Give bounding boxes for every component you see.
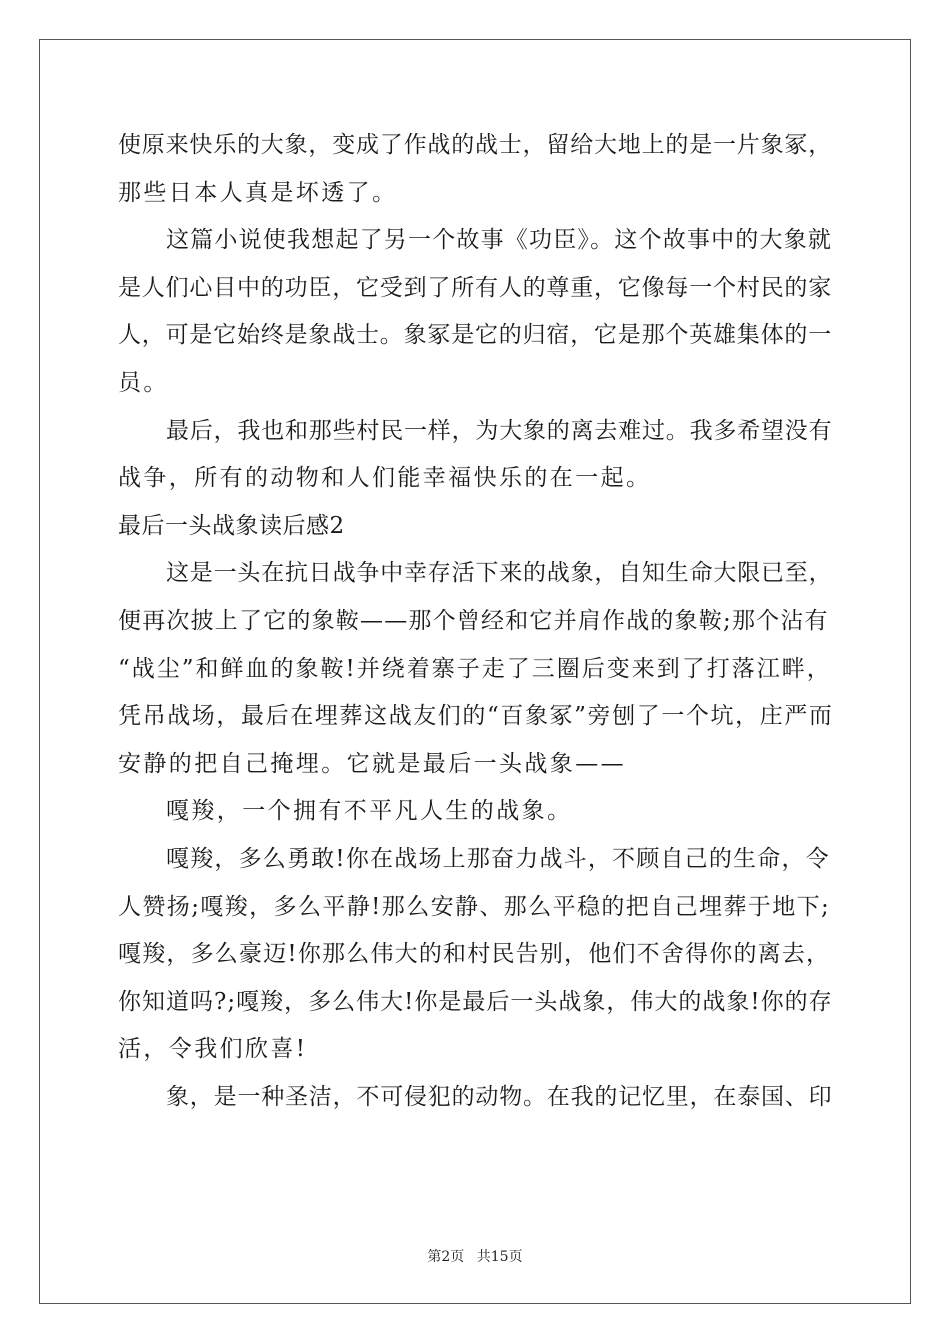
text-line: 使原来快乐的大象，变成了作战的战士，留给大地上的是一片象冢，	[118, 132, 832, 158]
text-line: 象，是一种圣洁，不可侵犯的动物。在我的记忆里，在泰国、印	[166, 1083, 833, 1110]
page-number: 第2页	[427, 1249, 465, 1265]
document-body	[118, 122, 834, 1121]
text-line: 嘎羧，一个拥有不平凡人生的战象。	[166, 798, 573, 825]
text-line: “战尘”和鲜血的象鞍!并绕着寨子走了三圈后变来到了打落江畔，	[118, 655, 832, 682]
text-line: 战争，所有的动物和人们能幸福快乐的在一起。	[118, 465, 652, 492]
text-line: 人，可是它始终是象战士。象冢是它的归宿，它是那个英雄集体的一	[118, 322, 832, 349]
page-footer	[0, 1246, 950, 1266]
text-line: 活，令我们欣喜!	[118, 1036, 308, 1063]
section-heading: 最后一头战象读后感2	[118, 512, 345, 539]
text-line: 最后，我也和那些村民一样，为大象的离去难过。我多希望没有	[166, 417, 833, 444]
text-line: 嘎羧，多么豪迈!你那么伟大的和村民告别，他们不舍得你的离去，	[118, 941, 831, 968]
text-line: 便再次披上了它的象鞍——那个曾经和它并肩作战的象鞍;那个沾有	[118, 607, 829, 634]
text-line: 是人们心目中的功臣，它受到了所有人的尊重，它像每一个村民的家	[118, 274, 832, 301]
text-line: 安静的把自己掩埋。它就是最后一头战象——	[118, 750, 626, 777]
text-line: 这篇小说使我想起了另一个故事《功臣》。这个故事中的大象就	[166, 227, 833, 254]
text-line: 员。	[118, 369, 169, 396]
text-line: 你知道吗?;嘎羧，多么伟大!你是最后一头战象，伟大的战象!你的存	[118, 988, 833, 1015]
text-line: 这是一头在抗日战争中幸存活下来的战象，自知生命大限已至，	[166, 560, 833, 587]
text-line: 那些日本人真是坏透了。	[118, 179, 398, 206]
text-line: 凭吊战场，最后在埋葬这战友们的“百象冢”旁刨了一个坑，庄严而	[118, 703, 834, 730]
text-line: 嘎羧，多么勇敢!你在战场上那奋力战斗，不顾自己的生命，令	[166, 845, 830, 872]
text-line: 人赞扬;嘎羧，多么平静!那么安静、那么平稳的把自己埋葬于地下;	[118, 893, 831, 920]
page-total: 共15页	[476, 1249, 523, 1265]
